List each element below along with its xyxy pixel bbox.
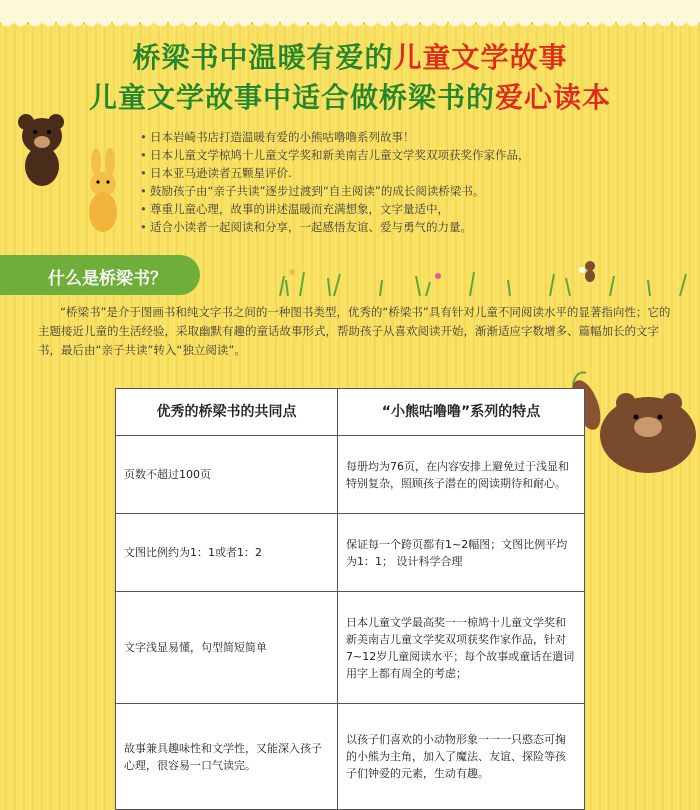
bullet-item: • 日本岩崎书店打造温暖有爱的小熊咕噜噜系列故事！ [140,128,640,146]
headline-1-red: 儿童文学故事 [393,41,568,74]
headline-2-red: 爱心读本 [495,81,612,114]
headline-1-green: 桥梁书中温暖有爱的 [132,41,394,74]
headline-line-1 [0,36,700,76]
table-cell: 保证每一个跨页都有1~2幅图；文图比例平均为1：1； 设计科学合理 [338,514,585,592]
grass-decoration [270,258,700,298]
table-cell: 文字浅显易懂，句型简短简单 [116,592,338,704]
bullet-item-continued: • 适合小读者一起阅读和分享，一起感悟友谊、爱与勇气的力量。 [140,218,640,236]
bridge-book-description: “桥梁书”是介于图画书和纯文字书之间的一种图书类型，优秀的“桥梁书”具有针对儿童不同阅读水平的显著指向性；它的主题接近儿童的生活经验，采取幽默有趣的童话故事形式，帮助孩子从喜欢阅读开始，渐渐适应字数增多、篇幅加长的文字书，最后由“亲子共读”转入“独立阅读”。 [38,305,671,357]
table-row [116,704,585,810]
bullet-item-continued: • 日本亚马逊读者五颗星评价. [140,164,640,182]
table-cell: 每册均为76页，在内容安排上避免过于浅显和特别复杂，照顾孩子潜在的阅读期待和耐心。 [338,436,585,514]
table-cell: 文图比例约为1：1或者1：2 [116,514,338,592]
big-bear-illustration [568,365,698,475]
column-header: 优秀的桥梁书的共同点 [116,389,338,436]
rabbit-illustration [78,148,128,238]
small-bear-illustration [12,110,72,190]
feature-bullets [140,128,640,236]
bullet-item: • 尊重儿童心理，故事的讲述温暖而充满想象，文字量适中， [140,200,640,218]
bullet-item: • 鼓励孩子由“亲子共读”逐步过渡到“自主阅读”的成长阅读桥梁书。 [140,182,640,200]
bullet-item: • 日本儿童文学椋鸠十儿童文学奖和新美南吉儿童文学奖双项获奖作家作品， [140,146,640,164]
section-title: 什么是桥梁书？ [48,269,167,289]
lace-border [0,0,700,24]
table-cell: 日本儿童文学最高奖一一椋鸠十儿童文学奖和新美南吉儿童文学奖双项获奖作家作品，针对7~12岁儿童阅读水平；每个故事或童话在遣词用字上都有周全的考虑； [338,592,585,704]
column-header: “小熊咕噜噜”系列的特点 [338,389,585,436]
headline-2-green: 儿童文学故事中适合做桥梁书的 [88,81,495,114]
table-cell: 页数不超过100页 [116,436,338,514]
table-cell: 以孩子们喜欢的小动物形象一一一只憨态可掬的小熊为主角，加入了魔法、友谊、探险等孩子们钟爱的元素，生动有趣。 [338,704,585,810]
section-tab [0,255,200,295]
table-cell: 故事兼具趣味性和文学性，又能深入孩子心理，很容易一口气读完。 [116,704,338,810]
table-header-row [116,389,585,436]
table-row [116,436,585,514]
table-row [116,592,585,704]
comparison-table [115,388,585,810]
headline-line-2 [0,76,700,116]
table-row [116,514,585,592]
